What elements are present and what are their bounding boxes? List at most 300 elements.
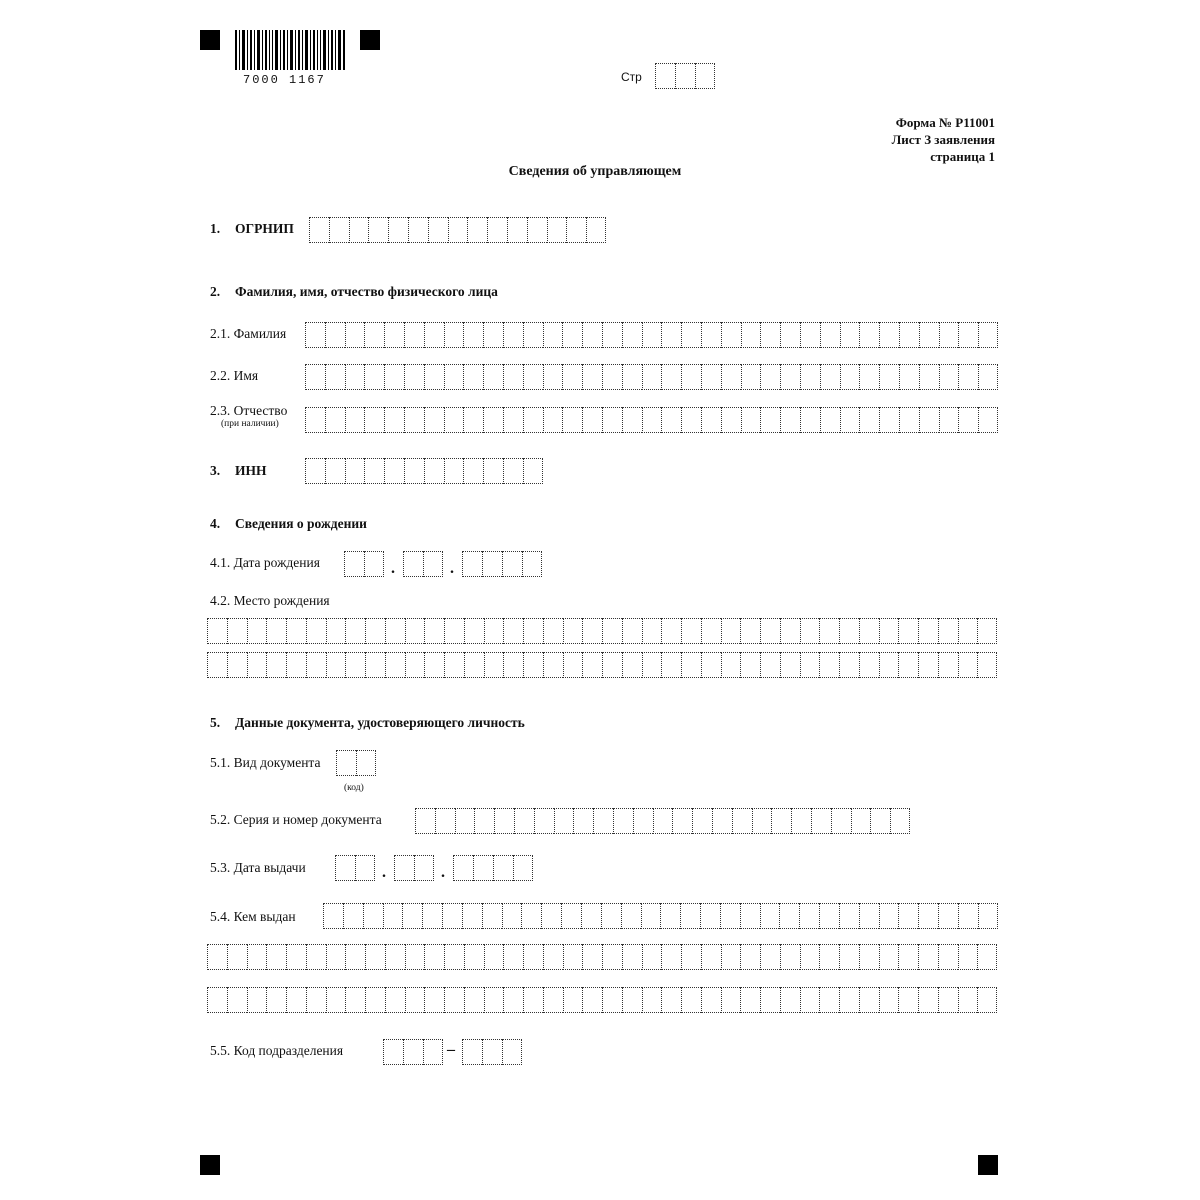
character-cell[interactable] <box>938 944 958 970</box>
character-cell[interactable] <box>701 407 721 433</box>
character-cell[interactable] <box>383 1039 403 1065</box>
character-cell[interactable] <box>622 322 642 348</box>
character-cell[interactable] <box>641 903 661 929</box>
character-cell[interactable] <box>642 652 662 678</box>
character-cell[interactable] <box>760 407 780 433</box>
character-cell[interactable] <box>740 618 760 644</box>
character-cell[interactable] <box>414 855 434 881</box>
character-cell[interactable] <box>680 903 700 929</box>
issued-by-field-line-3[interactable] <box>207 987 997 1013</box>
character-cell[interactable] <box>403 551 423 577</box>
character-cell[interactable] <box>444 322 464 348</box>
character-cell[interactable] <box>435 808 455 834</box>
character-cell[interactable] <box>503 322 523 348</box>
character-cell[interactable] <box>622 944 642 970</box>
issue-day-field[interactable] <box>335 855 375 881</box>
character-cell[interactable] <box>918 652 938 678</box>
character-cell[interactable] <box>464 944 484 970</box>
character-cell[interactable] <box>879 652 899 678</box>
character-cell[interactable] <box>622 364 642 390</box>
character-cell[interactable] <box>840 364 860 390</box>
character-cell[interactable] <box>602 987 622 1013</box>
character-cell[interactable] <box>326 618 346 644</box>
character-cell[interactable] <box>207 987 227 1013</box>
character-cell[interactable] <box>543 944 563 970</box>
character-cell[interactable] <box>344 551 364 577</box>
character-cell[interactable] <box>919 407 939 433</box>
character-cell[interactable] <box>660 903 680 929</box>
character-cell[interactable] <box>554 808 574 834</box>
character-cell[interactable] <box>740 944 760 970</box>
character-cell[interactable] <box>266 652 286 678</box>
character-cell[interactable] <box>918 987 938 1013</box>
character-cell[interactable] <box>326 652 346 678</box>
character-cell[interactable] <box>408 217 428 243</box>
character-cell[interactable] <box>582 407 602 433</box>
character-cell[interactable] <box>695 63 715 89</box>
character-cell[interactable] <box>306 618 326 644</box>
character-cell[interactable] <box>368 217 388 243</box>
character-cell[interactable] <box>543 407 563 433</box>
character-cell[interactable] <box>514 808 534 834</box>
character-cell[interactable] <box>464 987 484 1013</box>
character-cell[interactable] <box>681 987 701 1013</box>
issue-month-field[interactable] <box>394 855 434 881</box>
birth-day-field[interactable] <box>344 551 384 577</box>
character-cell[interactable] <box>493 855 513 881</box>
character-cell[interactable] <box>523 618 543 644</box>
character-cell[interactable] <box>484 618 504 644</box>
character-cell[interactable] <box>306 987 326 1013</box>
character-cell[interactable] <box>839 652 859 678</box>
character-cell[interactable] <box>424 618 444 644</box>
character-cell[interactable] <box>712 808 732 834</box>
character-cell[interactable] <box>701 944 721 970</box>
character-cell[interactable] <box>444 652 464 678</box>
character-cell[interactable] <box>642 364 662 390</box>
character-cell[interactable] <box>336 750 356 776</box>
character-cell[interactable] <box>247 652 267 678</box>
character-cell[interactable] <box>919 322 939 348</box>
character-cell[interactable] <box>227 652 247 678</box>
character-cell[interactable] <box>978 903 998 929</box>
character-cell[interactable] <box>325 407 345 433</box>
character-cell[interactable] <box>573 808 593 834</box>
character-cell[interactable] <box>462 903 482 929</box>
character-cell[interactable] <box>681 322 701 348</box>
character-cell[interactable] <box>444 618 464 644</box>
birth-year-field[interactable] <box>462 551 542 577</box>
character-cell[interactable] <box>207 652 227 678</box>
character-cell[interactable] <box>879 364 899 390</box>
character-cell[interactable] <box>503 364 523 390</box>
character-cell[interactable] <box>523 987 543 1013</box>
character-cell[interactable] <box>760 903 780 929</box>
character-cell[interactable] <box>385 944 405 970</box>
character-cell[interactable] <box>365 944 385 970</box>
character-cell[interactable] <box>602 652 622 678</box>
character-cell[interactable] <box>444 458 464 484</box>
patronymic-field[interactable] <box>305 407 998 433</box>
character-cell[interactable] <box>701 652 721 678</box>
character-cell[interactable] <box>820 407 840 433</box>
character-cell[interactable] <box>879 903 899 929</box>
character-cell[interactable] <box>507 217 527 243</box>
birth-month-field[interactable] <box>403 551 443 577</box>
character-cell[interactable] <box>424 322 444 348</box>
character-cell[interactable] <box>741 407 761 433</box>
character-cell[interactable] <box>483 458 503 484</box>
character-cell[interactable] <box>859 618 879 644</box>
character-cell[interactable] <box>661 618 681 644</box>
character-cell[interactable] <box>811 808 831 834</box>
character-cell[interactable] <box>958 407 978 433</box>
character-cell[interactable] <box>566 217 586 243</box>
character-cell[interactable] <box>800 652 820 678</box>
character-cell[interactable] <box>403 1039 423 1065</box>
dept-code-field-part-1[interactable] <box>383 1039 443 1065</box>
character-cell[interactable] <box>958 618 978 644</box>
character-cell[interactable] <box>482 1039 502 1065</box>
character-cell[interactable] <box>977 652 997 678</box>
character-cell[interactable] <box>978 322 998 348</box>
character-cell[interactable] <box>602 364 622 390</box>
character-cell[interactable] <box>819 987 839 1013</box>
character-cell[interactable] <box>286 987 306 1013</box>
character-cell[interactable] <box>484 652 504 678</box>
character-cell[interactable] <box>938 987 958 1013</box>
character-cell[interactable] <box>385 987 405 1013</box>
character-cell[interactable] <box>780 322 800 348</box>
character-cell[interactable] <box>422 903 442 929</box>
character-cell[interactable] <box>732 808 752 834</box>
character-cell[interactable] <box>582 987 602 1013</box>
character-cell[interactable] <box>661 944 681 970</box>
character-cell[interactable] <box>345 652 365 678</box>
character-cell[interactable] <box>473 855 493 881</box>
character-cell[interactable] <box>582 364 602 390</box>
character-cell[interactable] <box>405 652 425 678</box>
character-cell[interactable] <box>800 618 820 644</box>
character-cell[interactable] <box>898 987 918 1013</box>
character-cell[interactable] <box>482 903 502 929</box>
character-cell[interactable] <box>448 217 468 243</box>
character-cell[interactable] <box>653 808 673 834</box>
character-cell[interactable] <box>780 618 800 644</box>
character-cell[interactable] <box>977 987 997 1013</box>
character-cell[interactable] <box>800 364 820 390</box>
doc-type-field[interactable] <box>336 750 376 776</box>
character-cell[interactable] <box>622 407 642 433</box>
character-cell[interactable] <box>721 618 741 644</box>
character-cell[interactable] <box>780 987 800 1013</box>
character-cell[interactable] <box>563 987 583 1013</box>
character-cell[interactable] <box>444 364 464 390</box>
issue-year-field[interactable] <box>453 855 533 881</box>
character-cell[interactable] <box>503 458 523 484</box>
character-cell[interactable] <box>309 217 329 243</box>
character-cell[interactable] <box>464 652 484 678</box>
character-cell[interactable] <box>329 217 349 243</box>
character-cell[interactable] <box>780 364 800 390</box>
character-cell[interactable] <box>349 217 369 243</box>
character-cell[interactable] <box>483 322 503 348</box>
character-cell[interactable] <box>384 407 404 433</box>
character-cell[interactable] <box>839 944 859 970</box>
character-cell[interactable] <box>523 944 543 970</box>
character-cell[interactable] <box>384 458 404 484</box>
character-cell[interactable] <box>428 217 448 243</box>
character-cell[interactable] <box>701 987 721 1013</box>
character-cell[interactable] <box>364 551 384 577</box>
character-cell[interactable] <box>831 808 851 834</box>
birth-place-field-line-2[interactable] <box>207 652 997 678</box>
character-cell[interactable] <box>404 458 424 484</box>
character-cell[interactable] <box>898 903 918 929</box>
character-cell[interactable] <box>839 903 859 929</box>
character-cell[interactable] <box>721 944 741 970</box>
character-cell[interactable] <box>482 551 502 577</box>
character-cell[interactable] <box>642 987 662 1013</box>
character-cell[interactable] <box>453 855 473 881</box>
character-cell[interactable] <box>939 364 959 390</box>
page-number-field[interactable] <box>655 63 715 89</box>
character-cell[interactable] <box>661 407 681 433</box>
character-cell[interactable] <box>305 407 325 433</box>
character-cell[interactable] <box>859 322 879 348</box>
character-cell[interactable] <box>424 458 444 484</box>
character-cell[interactable] <box>543 322 563 348</box>
character-cell[interactable] <box>977 944 997 970</box>
character-cell[interactable] <box>388 217 408 243</box>
character-cell[interactable] <box>522 551 542 577</box>
inn-field[interactable] <box>305 458 543 484</box>
character-cell[interactable] <box>642 618 662 644</box>
character-cell[interactable] <box>423 551 443 577</box>
character-cell[interactable] <box>306 652 326 678</box>
character-cell[interactable] <box>345 407 365 433</box>
character-cell[interactable] <box>423 1039 443 1065</box>
character-cell[interactable] <box>819 903 839 929</box>
character-cell[interactable] <box>958 987 978 1013</box>
character-cell[interactable] <box>681 944 701 970</box>
name-field[interactable] <box>305 364 998 390</box>
birth-place-field-line-1[interactable] <box>207 618 997 644</box>
character-cell[interactable] <box>385 618 405 644</box>
character-cell[interactable] <box>958 903 978 929</box>
character-cell[interactable] <box>720 903 740 929</box>
character-cell[interactable] <box>642 407 662 433</box>
character-cell[interactable] <box>543 652 563 678</box>
character-cell[interactable] <box>424 944 444 970</box>
character-cell[interactable] <box>672 808 692 834</box>
character-cell[interactable] <box>721 987 741 1013</box>
character-cell[interactable] <box>325 364 345 390</box>
character-cell[interactable] <box>442 903 462 929</box>
character-cell[interactable] <box>859 903 879 929</box>
character-cell[interactable] <box>527 217 547 243</box>
character-cell[interactable] <box>286 652 306 678</box>
character-cell[interactable] <box>601 903 621 929</box>
character-cell[interactable] <box>523 652 543 678</box>
character-cell[interactable] <box>562 364 582 390</box>
character-cell[interactable] <box>740 987 760 1013</box>
character-cell[interactable] <box>800 407 820 433</box>
character-cell[interactable] <box>870 808 890 834</box>
character-cell[interactable] <box>345 944 365 970</box>
character-cell[interactable] <box>582 652 602 678</box>
character-cell[interactable] <box>898 652 918 678</box>
character-cell[interactable] <box>462 1039 482 1065</box>
character-cell[interactable] <box>503 944 523 970</box>
character-cell[interactable] <box>602 407 622 433</box>
character-cell[interactable] <box>415 808 435 834</box>
character-cell[interactable] <box>752 808 772 834</box>
character-cell[interactable] <box>562 407 582 433</box>
character-cell[interactable] <box>760 987 780 1013</box>
character-cell[interactable] <box>879 618 899 644</box>
character-cell[interactable] <box>701 322 721 348</box>
character-cell[interactable] <box>820 322 840 348</box>
character-cell[interactable] <box>859 987 879 1013</box>
character-cell[interactable] <box>405 944 425 970</box>
character-cell[interactable] <box>958 944 978 970</box>
character-cell[interactable] <box>800 322 820 348</box>
character-cell[interactable] <box>820 364 840 390</box>
character-cell[interactable] <box>385 652 405 678</box>
character-cell[interactable] <box>800 944 820 970</box>
character-cell[interactable] <box>939 322 959 348</box>
character-cell[interactable] <box>918 903 938 929</box>
character-cell[interactable] <box>513 855 533 881</box>
character-cell[interactable] <box>503 652 523 678</box>
character-cell[interactable] <box>502 903 522 929</box>
character-cell[interactable] <box>918 944 938 970</box>
character-cell[interactable] <box>890 808 910 834</box>
character-cell[interactable] <box>840 407 860 433</box>
character-cell[interactable] <box>462 551 482 577</box>
character-cell[interactable] <box>780 407 800 433</box>
character-cell[interactable] <box>543 364 563 390</box>
character-cell[interactable] <box>286 944 306 970</box>
character-cell[interactable] <box>227 944 247 970</box>
character-cell[interactable] <box>402 903 422 929</box>
character-cell[interactable] <box>484 987 504 1013</box>
character-cell[interactable] <box>363 903 383 929</box>
doc-series-field[interactable] <box>415 808 910 834</box>
character-cell[interactable] <box>958 652 978 678</box>
character-cell[interactable] <box>681 618 701 644</box>
character-cell[interactable] <box>780 944 800 970</box>
character-cell[interactable] <box>760 618 780 644</box>
character-cell[interactable] <box>582 322 602 348</box>
character-cell[interactable] <box>365 618 385 644</box>
character-cell[interactable] <box>384 322 404 348</box>
character-cell[interactable] <box>405 618 425 644</box>
character-cell[interactable] <box>859 652 879 678</box>
character-cell[interactable] <box>305 322 325 348</box>
character-cell[interactable] <box>523 458 543 484</box>
character-cell[interactable] <box>502 551 522 577</box>
character-cell[interactable] <box>384 364 404 390</box>
character-cell[interactable] <box>502 1039 522 1065</box>
character-cell[interactable] <box>455 808 475 834</box>
character-cell[interactable] <box>633 808 653 834</box>
character-cell[interactable] <box>938 618 958 644</box>
character-cell[interactable] <box>424 987 444 1013</box>
character-cell[interactable] <box>424 652 444 678</box>
character-cell[interactable] <box>780 652 800 678</box>
character-cell[interactable] <box>681 652 701 678</box>
character-cell[interactable] <box>326 987 346 1013</box>
ogrnip-field[interactable] <box>309 217 606 243</box>
character-cell[interactable] <box>978 364 998 390</box>
character-cell[interactable] <box>681 364 701 390</box>
character-cell[interactable] <box>227 618 247 644</box>
character-cell[interactable] <box>404 407 424 433</box>
character-cell[interactable] <box>622 987 642 1013</box>
character-cell[interactable] <box>779 903 799 929</box>
character-cell[interactable] <box>879 987 899 1013</box>
character-cell[interactable] <box>383 903 403 929</box>
character-cell[interactable] <box>356 750 376 776</box>
character-cell[interactable] <box>464 618 484 644</box>
character-cell[interactable] <box>740 903 760 929</box>
character-cell[interactable] <box>483 407 503 433</box>
character-cell[interactable] <box>741 364 761 390</box>
character-cell[interactable] <box>602 322 622 348</box>
character-cell[interactable] <box>760 944 780 970</box>
character-cell[interactable] <box>602 618 622 644</box>
character-cell[interactable] <box>364 322 384 348</box>
character-cell[interactable] <box>582 618 602 644</box>
character-cell[interactable] <box>586 217 606 243</box>
character-cell[interactable] <box>541 903 561 929</box>
character-cell[interactable] <box>355 855 375 881</box>
character-cell[interactable] <box>819 944 839 970</box>
character-cell[interactable] <box>978 407 998 433</box>
character-cell[interactable] <box>547 217 567 243</box>
character-cell[interactable] <box>800 987 820 1013</box>
character-cell[interactable] <box>345 618 365 644</box>
character-cell[interactable] <box>562 322 582 348</box>
character-cell[interactable] <box>701 364 721 390</box>
character-cell[interactable] <box>760 652 780 678</box>
character-cell[interactable] <box>523 322 543 348</box>
character-cell[interactable] <box>899 364 919 390</box>
character-cell[interactable] <box>345 458 365 484</box>
character-cell[interactable] <box>484 944 504 970</box>
character-cell[interactable] <box>444 987 464 1013</box>
character-cell[interactable] <box>799 903 819 929</box>
character-cell[interactable] <box>503 618 523 644</box>
character-cell[interactable] <box>343 903 363 929</box>
character-cell[interactable] <box>642 322 662 348</box>
character-cell[interactable] <box>791 808 811 834</box>
character-cell[interactable] <box>247 987 267 1013</box>
character-cell[interactable] <box>306 944 326 970</box>
character-cell[interactable] <box>207 618 227 644</box>
character-cell[interactable] <box>467 217 487 243</box>
character-cell[interactable] <box>721 407 741 433</box>
character-cell[interactable] <box>741 322 761 348</box>
character-cell[interactable] <box>701 618 721 644</box>
character-cell[interactable] <box>721 364 741 390</box>
character-cell[interactable] <box>345 987 365 1013</box>
character-cell[interactable] <box>494 808 514 834</box>
character-cell[interactable] <box>700 903 720 929</box>
character-cell[interactable] <box>899 322 919 348</box>
